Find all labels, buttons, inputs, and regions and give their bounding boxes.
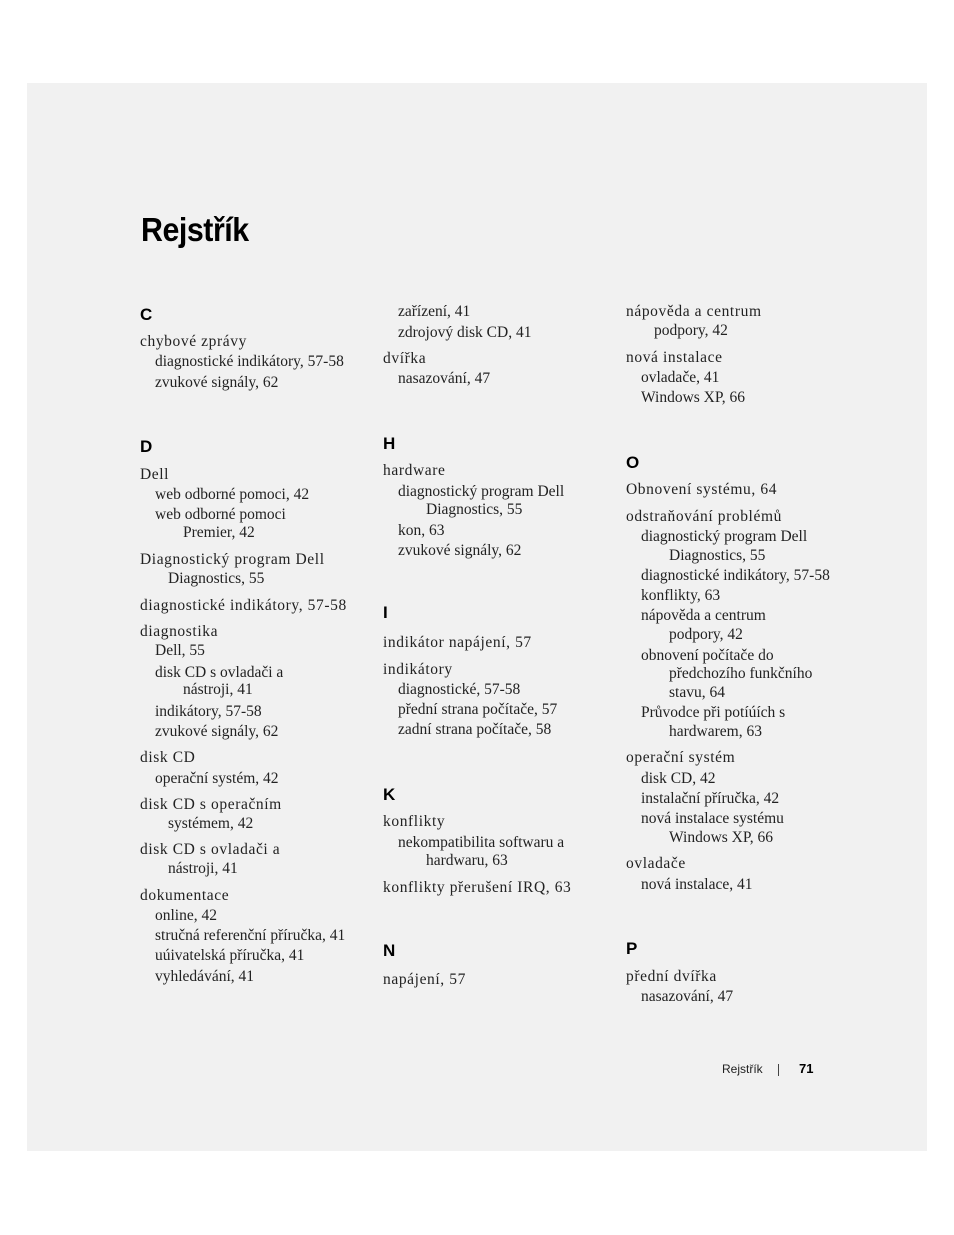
index-subentry: operační systém, 42	[155, 770, 279, 787]
index-entry: dvířka	[383, 350, 427, 367]
index-subentry: obnovení počítače do	[641, 647, 774, 664]
index-section-letter: D	[140, 437, 153, 456]
index-subentry: Průvodce při potíúích s	[641, 704, 786, 721]
index-entry: nápověda a centrum	[626, 303, 762, 320]
index-entry: konflikty	[383, 813, 446, 830]
index-entry: indikátory	[383, 661, 453, 678]
index-subentry: diagnostické indikátory, 57-58	[641, 567, 830, 584]
index-section-letter: P	[626, 939, 638, 958]
index-entry: diagnostické indikátory, 57-58	[140, 597, 347, 614]
index-entry: konflikty přerušení IRQ, 63	[383, 879, 572, 896]
index-entry-continuation: předchozího funkčního	[669, 665, 813, 682]
index-entry: přední dvířka	[626, 968, 717, 985]
index-entry-continuation: Windows XP, 66	[669, 829, 774, 846]
index-entry-continuation: Diagnostics, 55	[168, 570, 265, 587]
index-subentry: web odborné pomoci, 42	[155, 486, 310, 503]
index-entry-continuation: nástroji, 41	[168, 860, 238, 877]
index-subentry: nová instalace systému	[641, 810, 784, 827]
index-subentry: instalační příručka, 42	[641, 790, 780, 807]
index-entry: napájení, 57	[383, 971, 466, 988]
index-subentry: diagnostický program Dell	[398, 483, 565, 500]
index-subentry: zvukové signály, 62	[155, 374, 279, 391]
index-subentry: Windows XP, 66	[641, 389, 746, 406]
index-section-letter: O	[626, 453, 640, 472]
index-subentry: nasazování, 47	[398, 370, 491, 387]
index-subentry: nápověda a centrum	[641, 607, 766, 624]
index-subentry: indikátory, 57-58	[155, 703, 262, 720]
index-entry: disk CD	[140, 749, 196, 766]
index-entry-continuation: hardwarem, 63	[669, 723, 762, 740]
index-entry-continuation: Premier, 42	[183, 524, 255, 541]
index-entry: disk CD s operačním	[140, 796, 282, 813]
index-subentry: disk CD s ovladači a	[155, 664, 284, 681]
index-entry-continuation: hardwaru, 63	[426, 852, 508, 869]
index-subentry: diagnostické, 57-58	[398, 681, 521, 698]
index-entry: Obnovení systému, 64	[626, 481, 778, 498]
index-subentry: disk CD, 42	[641, 770, 716, 787]
index-entry: ovladače	[626, 855, 686, 872]
index-entry-continuation: Diagnostics, 55	[669, 547, 766, 564]
index-section-letter: K	[383, 785, 396, 804]
footer-separator	[778, 1064, 779, 1076]
index-subentry: konflikty, 63	[641, 587, 721, 604]
footer-label: Rejstřík	[722, 1062, 763, 1076]
index-subentry: stručná referenční příručka, 41	[155, 927, 346, 944]
index-page	[27, 83, 927, 1151]
index-subentry: nová instalace, 41	[641, 876, 753, 893]
index-subentry: nasazování, 47	[641, 988, 734, 1005]
index-entry-continuation: nástroji, 41	[183, 681, 253, 698]
index-entry: hardware	[383, 462, 446, 479]
index-entry: Diagnostický program Dell	[140, 551, 325, 568]
index-entry: operační systém	[626, 749, 736, 766]
index-entry-continuation: podpory, 42	[669, 626, 743, 643]
index-section-letter: H	[383, 434, 396, 453]
index-subentry: zadní strana počítače, 58	[398, 721, 552, 738]
index-section-letter: C	[140, 305, 153, 324]
index-entry: disk CD s ovladači a	[140, 841, 281, 858]
index-subentry: Dell, 55	[155, 642, 205, 659]
index-entry: Dell	[140, 466, 170, 483]
index-entry: dokumentace	[140, 887, 230, 904]
index-entry-continuation: systémem, 42	[168, 815, 254, 832]
index-subentry: zdrojový disk CD, 41	[398, 324, 532, 341]
index-entry-continuation: podpory, 42	[654, 322, 728, 339]
index-subentry: web odborné pomoci	[155, 506, 286, 523]
index-subentry: zvukové signály, 62	[155, 723, 279, 740]
index-subentry: online, 42	[155, 907, 217, 924]
index-subentry: kon, 63	[398, 522, 445, 539]
index-subentry: vyhledávání, 41	[155, 968, 255, 985]
index-entry-continuation: stavu, 64	[669, 684, 725, 701]
index-subentry: ovladače, 41	[641, 369, 720, 386]
index-subentry: diagnostické indikátory, 57-58	[155, 353, 344, 370]
page-title: Rejstřík	[141, 211, 249, 248]
index-entry: odstraňování problémů	[626, 508, 782, 525]
index-subentry: diagnostický program Dell	[641, 528, 808, 545]
index-subentry: přední strana počítače, 57	[398, 701, 558, 718]
index-section-letter: N	[383, 941, 396, 960]
index-subentry: zařízení, 41	[398, 303, 471, 320]
index-subentry: uúivatelská příručka, 41	[155, 947, 305, 964]
index-entry: nová instalace	[626, 349, 723, 366]
page-number: 71	[799, 1061, 814, 1076]
index-entry: diagnostika	[140, 623, 219, 640]
index-subentry: zvukové signály, 62	[398, 542, 522, 559]
index-section-letter: I	[383, 603, 388, 622]
index-subentry: nekompatibilita softwaru a	[398, 834, 565, 851]
index-entry: chybové zprávy	[140, 333, 247, 350]
index-entry-continuation: Diagnostics, 55	[426, 501, 523, 518]
index-entry: indikátor napájení, 57	[383, 634, 532, 651]
